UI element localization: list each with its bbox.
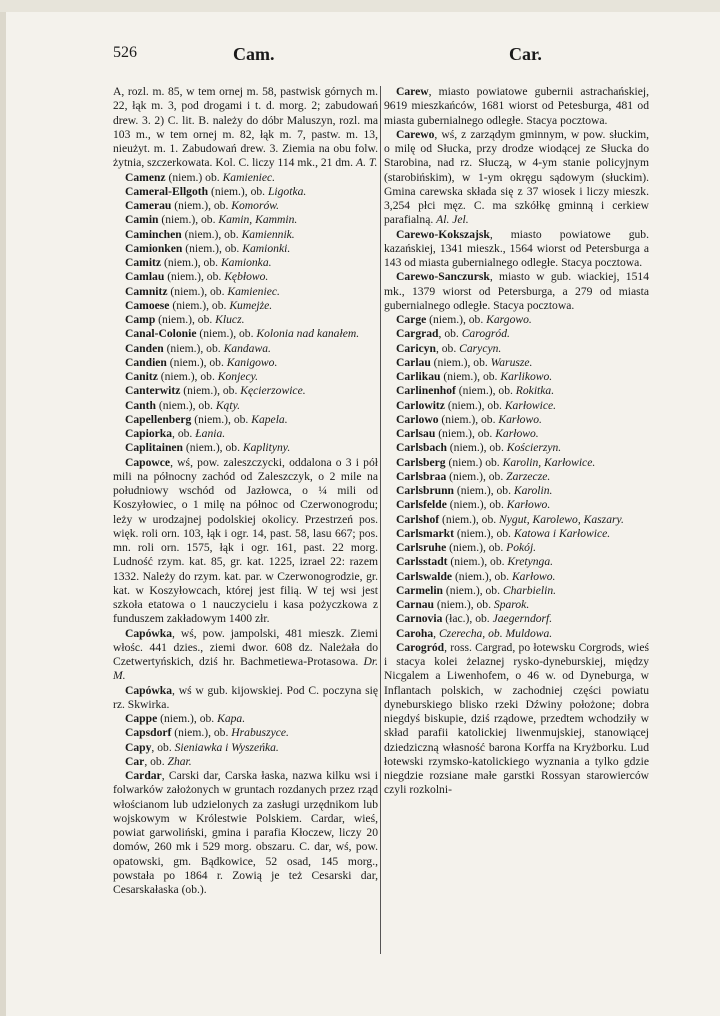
entry-body: (niem.), ob. [447,555,508,569]
dictionary-entry [113,684,378,713]
entry-body: (niem.), ob. [439,512,500,526]
entry-reference: Sparok. [493,598,530,611]
entry-reference: Kębłowo. [224,270,269,284]
entry-body: (niem.), ob. [161,256,221,269]
entry-body: (niem.), ob. [191,412,252,426]
entry-reference: Kamieniec. [227,284,280,298]
entry-reference: Karlikowo. [500,370,553,383]
entry-reference: Karłowo. [511,569,556,583]
entry-body: (niem.), ob. [155,313,216,326]
entry-reference: Kościerzyn. [506,441,562,455]
entry-headword: Car [125,754,145,768]
entry-body: , ob. [144,754,168,768]
entry-headword: Carnau [396,598,435,611]
entry-reference: Jaegerndorf. [492,612,553,626]
entry-body: (niem.), ob. [180,384,241,398]
dictionary-entry [113,356,378,370]
entry-reference: Karłowo. [498,412,542,426]
entry-body: (niem.), ob. [171,199,232,212]
entry-headword: Capowce [125,455,171,469]
page-header [113,44,673,68]
page-number: 526 [113,44,137,61]
entry-body: (niem.), ob. [434,598,494,611]
entry-headword: Canth [125,398,156,412]
entry-headword: Camerau [125,199,172,212]
entry-reference: Komorów. [231,199,280,212]
dictionary-entry [113,299,378,313]
dictionary-entry [384,498,649,512]
dictionary-entry [113,213,378,227]
entry-reference: Kamieniec. [222,170,276,184]
entry-reference: Karolin, Karłowice. [502,455,596,469]
entry-headword: Caricyn [396,341,436,355]
entry-reference: Kumejże. [229,298,273,312]
entry-body: (niem.), ob. [169,298,230,312]
entry-headword: Camoese [125,298,170,312]
entry-headword: Carlinenhof [396,384,456,398]
dictionary-entry [384,370,649,384]
entry-signature: Dr. M. [113,655,378,683]
entry-body: , [433,626,439,640]
dictionary-entry [113,627,378,684]
entry-body: (niem.), ob. [164,270,225,284]
entry-body: (niem.), ob. [430,355,491,369]
entry-body: (niem.), ob. [443,583,503,597]
entry-headword: Carewo-Kokszajsk [396,227,490,241]
entry-headword: Camlau [125,270,165,284]
entry-headword: Carlikau [396,370,441,383]
entry-reference: Kapela. [251,412,288,426]
dictionary-entry [113,413,378,427]
dictionary-entry [384,555,649,569]
dictionary-entry [384,627,649,641]
dictionary-entry [113,185,378,199]
entry-reference: Kaplityny. [242,441,291,455]
entry-reference: Kąty. [215,398,240,412]
entry-headword: Canterwitz [125,384,181,398]
entry-headword: Canal-Colonie [125,327,197,341]
dictionary-entry [384,598,649,612]
entry-headword: Capy [125,740,152,754]
dictionary-entry [384,527,649,541]
entry-headword: Capellenberg [125,412,192,426]
entry-body: (niem.), ob. [158,213,219,227]
dictionary-entry [113,427,378,441]
dictionary-entry [113,712,378,726]
entry-reference: Kamin, Kammin. [218,213,298,227]
entry-reference: Klucz. [215,313,245,326]
entry-reference: Sieniawka i Wyszeńka. [174,740,279,754]
dictionary-entry [384,456,649,470]
entry-headword: Carnovia [396,612,443,626]
dictionary-entry [113,85,378,171]
entry-headword: Carlswalde [396,569,453,583]
entry-body: , miasto powiatowe gub. kazańskiej, 1341 mieszk., 1564 wiorst od Petersburga a 143 od miasta gubernialnego odległe. Stacya pocztowa. [384,227,649,269]
dictionary-entry [384,441,649,455]
entry-body: (niem.), ob. [157,712,218,725]
dictionary-entry [113,313,378,327]
dictionary-entry [113,441,378,455]
entry-headword: Cameral-Ellgoth [125,184,209,198]
entry-body: (niem.), ob. [454,484,514,497]
dictionary-entry [113,456,378,627]
entry-reference: Rokitka. [515,384,555,398]
entry-reference: Pokój. [506,541,537,554]
scan-top-strip [0,0,720,12]
entry-reference: Kapa. [217,712,246,725]
entry-headword: Camitz [125,256,162,269]
entry-headword: Carlsstadt [396,555,448,569]
entry-body: (niem.), ob. [182,241,243,255]
dictionary-entry [384,470,649,484]
entry-body: (niem.), ob. [157,370,218,383]
dictionary-entry [384,541,649,555]
dictionary-entry [384,513,649,527]
dictionary-entry [384,313,649,327]
entry-body: (niem.), ob. [440,370,501,383]
entry-reference: Kamionki. [242,241,291,255]
dictionary-entry [113,342,378,356]
dictionary-entry [384,612,649,626]
dictionary-entry [113,327,378,341]
entry-reference: Czerecha, ob. Muldowa. [438,626,553,640]
entry-reference: Kandawa. [223,341,271,355]
dictionary-entry [384,384,649,398]
entry-reference: Carogród. [461,327,510,341]
entry-headword: Canden [125,341,164,355]
entry-headword: Carlowitz [396,398,445,412]
entry-reference: Kargowo. [486,313,532,326]
entry-body: (niem.) ob. [445,455,503,469]
dictionary-entry [113,199,378,213]
entry-body: , wś, pow. zaleszczycki, oddalona o 3 i pół mili na północny zachód od Zaleszczyk, o 2 mile na południowy wschód od Jazłowca, o ¼ mili od Koszyłowiec, o 1 milę na północ od Czerwonogrodu; leży w urodzajnej podolskiej okolicy. Przestrzeń pos. więk. roli orn. 103, łąk i ogr. 14, past. 58, lasu 667; pos. mn. roli orn. 1575, łąk i ogr. 161, past. 22 morg. Ludność rzym. kat. 85, gr. kat. 1225, izrael 22: razem 1332. Należy do rzym. kat. par. w Czerwonogrodzie, gr. kat. w Koszyłowcach, której jest filią. W tej wsi jest szkoła etatowa o 1 nauczycielu i kasa pożyczkowa z funduszem zakładowym 1400 złr. [113,455,378,626]
entry-body: (niem.), ob. [426,313,487,326]
dictionary-entry [384,342,649,356]
entry-reference: Warusze. [490,355,533,369]
entry-body: , ross. Cargrad, po łotewsku Corgrods, wieś i stacya kolei żelaznej rysko-dyneburskiej, między Nicgalem a Liwenhofem, o 46 w. od Dyneburga, w Inflantach polskich, w zachodniej części powiatu dyneburskiego blisko rzeki Dźwiny położone; dobra niegdyś biskupie, dziś rządowe, przedtem wchodziły w skład parafii katolickiej liwenmujskiej, stanowiącej dziedziczną własność barona Korffa na Kryżborku. Lud łotewski rzymsko-katolickiego wyznania a tylko gdzie niegdzie rozsiane małe garstki Rossyan starowierców czyli rozkolni- [384,640,649,797]
entry-body: (niem.), ob. [452,569,512,583]
entry-body: , wś w gub. kijowskiej. Pod C. poczyna się rz. Skwirka. [113,683,378,711]
entry-headword: Caplitainen [125,441,183,455]
dictionary-entry [384,228,649,271]
entry-headword: Carlowo [396,412,439,426]
entry-reference: Hrabuszyce. [231,726,289,740]
entry-headword: Carlsbrunn [396,484,454,497]
dictionary-entry [384,584,649,598]
entry-headword: Carogród [396,640,445,654]
entry-headword: Camin [125,213,159,227]
entry-signature: A. T. [355,156,378,170]
entry-headword: Cargrad [396,327,439,341]
entry-body: (niem.), ob. [455,384,516,398]
entry-headword: Carewo-Sanczursk [396,270,490,284]
entry-reference: Konjecy. [217,370,258,383]
dictionary-entry [113,171,378,185]
entry-body: (niem.), ob. [446,498,507,512]
entry-body: (niem.), ob. [446,541,507,554]
entry-headword: Caminchen [125,227,182,241]
right-running-head: Car. [509,44,542,64]
entry-headword: Carlshof [396,512,440,526]
entry-body: (niem.), ob. [166,355,227,369]
page-edge [0,0,6,1016]
dictionary-entry [384,128,649,228]
dictionary-entry [384,413,649,427]
entry-reference: Zhar. [167,754,192,768]
dictionary-entry [113,399,378,413]
entry-headword: Capiorka [125,427,173,440]
entry-reference: Łania. [195,427,226,440]
dictionary-entry [113,285,378,299]
left-running-head: Cam. [233,44,275,64]
entry-headword: Carlsbraa [396,469,447,483]
entry-body: (niem.), ob. [155,398,216,412]
entry-body: (niem.), ob. [444,398,505,412]
entry-headword: Carlsmarkt [396,526,454,540]
entry-reference: Kamionka. [220,256,272,269]
dictionary-entry [384,356,649,370]
entry-reference: Kolonia nad kanałem. [256,327,360,341]
entry-headword: Carlau [396,355,431,369]
entry-reference: Kamiennik. [241,227,295,241]
entry-headword: Carmelin [396,583,444,597]
entry-reference: Kęcierzowice. [240,384,306,398]
entry-body: (niem.), ob. [196,327,257,341]
entry-reference: Ligotka. [267,184,307,198]
entry-body: , wś, pow. jampolski, 481 mieszk. Ziemi włośc. 441 dzies., ziemi dwor. 608 dz. Należała do Czetwertyńskich, dziś hr. Bachmetiewa-Protasowa. [113,626,378,668]
dictionary-entry [384,270,649,313]
entry-headword: Candien [125,355,167,369]
dictionary-entry [384,484,649,498]
dictionary-entry [113,741,378,755]
dictionary-entry [113,726,378,740]
entry-reference: Carycyn. [459,341,502,355]
dictionary-entry [384,327,649,341]
entry-body: (niem.), ob. [182,441,243,455]
entry-headword: Carlsfelde [396,498,447,512]
entry-headword: Caroha [396,626,434,640]
entry-headword: Carlsbach [396,441,447,455]
entry-headword: Camnitz [125,284,168,298]
dictionary-entry [113,228,378,242]
entry-body: (niem.), ob. [453,526,514,540]
entry-body: , wś, z zarządym gminnym, w pow. słuckim, o milę od Słucka, przy drodze wiodącej ze Słucka do Starobina, nad rz. Słuczą, w 4-ym stanie policyjnym (starobińskim), w 1-ym okręgu sądowym (słuckim). Gmina carewska składa się z 37 wiosek i liczy mieszk. 3,254 płci męz. C. ma szkółkę gminną i cerkiew parafialną. [384,127,649,227]
entry-headword: Capsdorf [125,726,172,740]
dictionary-entry [384,427,649,441]
entry-body: , ob. [172,427,196,440]
entry-body: (niem.), ob. [167,284,228,298]
dictionary-entry [113,270,378,284]
dictionary-entry [113,370,378,384]
dictionary-entry [384,399,649,413]
entry-headword: Carew [396,85,429,98]
entry-body: (łac.), ob. [442,612,493,626]
entry-reference: Karłowice. [504,398,557,412]
entry-reference: Zarzecze. [506,469,551,483]
dictionary-entry [113,242,378,256]
entry-body: A, rozl. m. 85, w tem ornej m. 58, pastwisk górnych m. 22, łąk m. 3, pod drogami i t. d. morg. 2; zabudowań drew. 3. 2) C. lit. B. należy do dóbr Maluszyn, rozl. ma 103 m., w tem ornej m. 82, łąk m. 7, pastw. m. 13, nieużyt. m. 1. Zabudowań drew. 3. Ziemia na obu folw. żytnia, szczerkowata. Kol. C. liczy 114 mk., 21 dm. [113,85,378,170]
dictionary-entry [113,384,378,398]
entry-headword: Cappe [125,712,158,725]
entry-headword: Cardar [125,769,162,782]
entry-reference: Katowa i Karłowice. [513,526,611,540]
entry-reference: Karolin. [513,484,553,497]
dictionary-entry [113,755,378,769]
entry-body: (niem.), ob. [446,469,507,483]
right-column [384,85,649,798]
entry-body: (niem.), ob. [446,441,507,455]
entry-headword: Carge [396,313,427,326]
dictionary-entry [113,769,378,897]
column-divider [380,86,381,954]
entry-body: (niem.), ob. [163,341,224,355]
entry-reference: Nygut, Karolewo, Kaszary. [499,512,624,526]
entry-body: (niem.), ob. [208,184,268,198]
entry-headword: Carewo [396,127,435,141]
dictionary-entry [384,570,649,584]
entry-body: (niem.), ob. [181,227,242,241]
entry-reference: Kanigowo. [226,355,278,369]
entry-headword: Carlsau [396,427,436,440]
entry-headword: Capówka [125,626,173,640]
entry-body: (niem.), ob. [171,726,232,740]
entry-headword: Camenz [125,170,166,184]
dictionary-entry [113,256,378,270]
entry-reference: Charbielin. [502,583,557,597]
entry-body: , Carski dar, Carska łaska, nazwa kilku wsi i folwarków założonych w gruntach rozdanych przez rząd włościanom lub udzielonych za zasługi urzędnikom lub wojskowym w Królestwie Polskiem. Cardar, wieś, powiat garwoliński, gmina i parafia Kłoczew, liczy 20 domów, 260 mk i 529 morg. obszaru. C. dar, wś, pow. opatowski, gm. Bądkowice, 52 osad, 145 morg., powstała po 1864 r. Zowią je też Cesarski dar, Cesarskałaska (ob.). [113,769,378,896]
entry-body: , ob. [435,341,460,355]
entry-headword: Carlsruhe [396,541,447,554]
entry-reference: Karłowo. [495,427,539,440]
entry-headword: Carlsberg [396,455,446,469]
entry-body: (niem.) ob. [165,170,223,184]
entry-signature: Al. Jel. [436,213,469,227]
dictionary-entry [384,85,649,128]
left-column [113,85,378,897]
entry-body: , ob. [151,740,175,754]
entry-headword: Camp [125,313,156,326]
entry-headword: Camionken [125,241,183,255]
entry-reference: Kretynga. [507,555,554,569]
entry-body: , miasto w gub. wiackiej, 1514 mk., 1379 wiorst od Petersburga, a 279 od miasta gubernialnego odległe. Stacya pocztowa. [384,270,649,312]
entry-headword: Capówka [125,683,173,697]
entry-body: , ob. [438,327,462,341]
entry-body: (niem.), ob. [438,412,499,426]
entry-reference: Karłowo. [506,498,551,512]
dictionary-entry [384,641,649,798]
entry-body: (niem.), ob. [435,427,496,440]
entry-headword: Canitz [125,370,158,383]
entry-body: , miasto powiatowe gubernii astrachańskiej, 9619 mieszkańców, 1681 wiorst od Petesburga, 481 od miasta gubernialnego odległe. Stacya pocztowa. [384,85,649,127]
